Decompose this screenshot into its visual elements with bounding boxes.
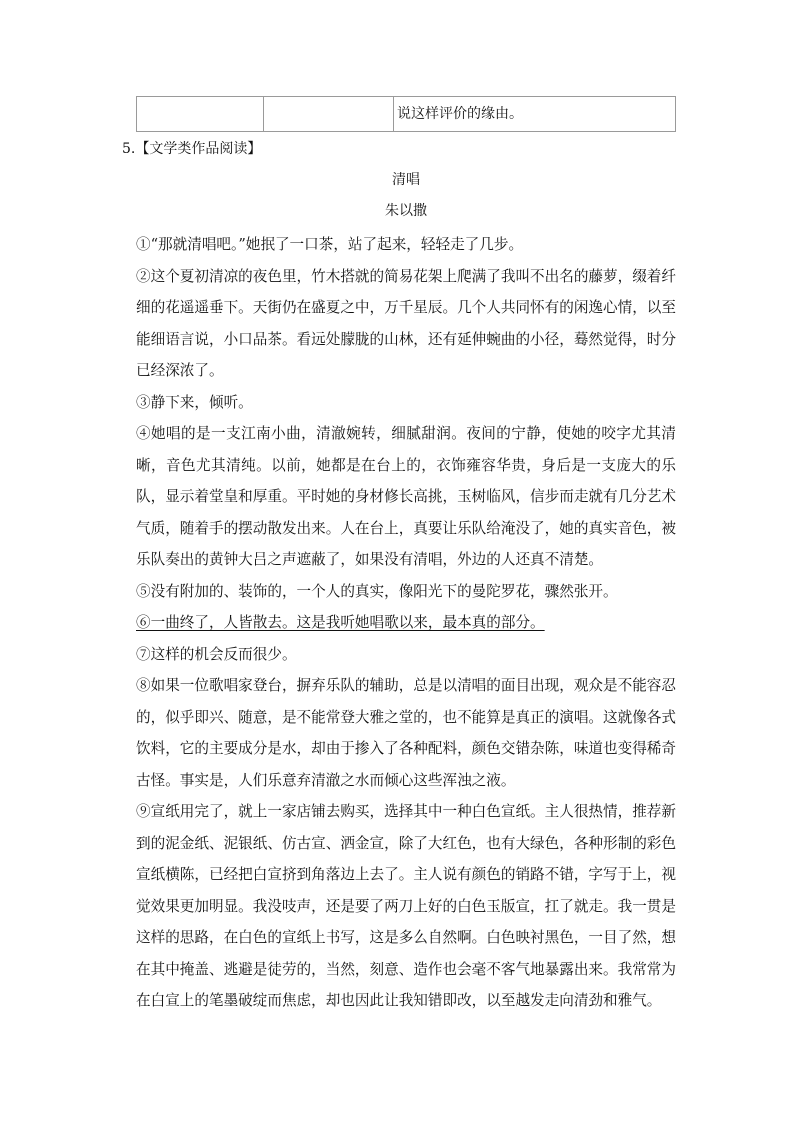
paragraph-8: ⑧如果一位歌唱家登台，摒弃乐队的辅助，总是以清唱的面目出现，观众是不能容忍的，似乎即兴、随意，是不能常登大雅之堂的，也不能算是真正的演唱。这就像各式饮料，它的主要成分是水，却由于掺入了各种配料，颜色交错杂陈，味道也变得稀奇古怪。事实是，人们乐意弃清澈之水而倾心这些浑浊之液。: [136, 677, 676, 789]
paragraph-4: ④她唱的是一支江南小曲，清澈婉转，细腻甜润。夜间的宁静，使她的咬字尤其清晰，音色尤其清纯。以前，她都是在台上的，衣饰雍容华贵，身后是一支庞大的乐队，显示着堂皇和厚重。平时她的身材修长高挑，玉树临风，信步而走就有几分艺术气质，随着手的摆动散发出来。人在台上，真要让乐队给淹没了，她的真实音色，被乐队奏出的黄钟大吕之声遮蔽了，如果没有清唱，外边的人还真不清楚。: [136, 425, 676, 568]
table-row: [137, 97, 676, 132]
paragraph-5: ⑤没有附加的、装饰的，一个人的真实，像阳光下的曼陀罗花，骤然张开。: [136, 582, 618, 600]
answer-table-fragment: [136, 96, 676, 132]
paragraph-6-underlined: ⑥一曲终了，人皆散去。这是我听她唱歌以来，最本真的部分。: [136, 614, 545, 631]
paragraph-3: ③静下来，倾听。: [136, 393, 253, 411]
table-cell-3: 说这样评价的缘由。: [394, 97, 676, 132]
table-cell-1: [137, 97, 264, 132]
passage-author: 朱以撒: [385, 203, 427, 219]
passage-title: 清唱: [392, 172, 420, 188]
question-header: 5.【文学类作品阅读】: [122, 141, 262, 157]
paragraph-7: ⑦这样的机会反而很少。: [136, 645, 297, 663]
paragraph-9: ⑨宣纸用完了，就上一家店铺去购买，选择其中一种白色宣纸。主人很热情，推荐新到的泥金纸、泥银纸、仿古宣、洒金宣，除了大红色，也有大绿色，各种形制的彩色宣纸横陈，已经把白宣挤到角落边上去了。主人说有颜色的销路不错，字写于上，视觉效果更加明显。我没吱声，还是要了两刀上好的白色玉版宣，扛了就走。我一贯是这样的思路，在白色的宣纸上书写，这是多么自然啊。白色映衬黑色，一目了然，想在其中掩盖、逃避是徒劳的，当然，刻意、造作也会毫不客气地暴露出来。我常常为在白宣上的笔墨破绽而焦虑，却也因此让我知错即改，以至越发走向清劲和雅气。: [136, 803, 676, 1009]
table-cell-2: [264, 97, 394, 132]
passage-body: [136, 229, 676, 1017]
paragraph-1: ①“那就清唱吧。”她抿了一口茶，站了起来，轻轻走了几步。: [136, 236, 524, 253]
paragraph-2: ②这个夏初清凉的夜色里，竹木搭就的简易花架上爬满了我叫不出名的藤萝，缀着纤细的花遥遥垂下。天街仍在盛夏之中，万千星辰。几个人共同怀有的闲逸心情，以至能细语言说，小口品茶。看远处朦胧的山林，还有延伸蜿曲的小径，蓦然觉得，时分已经深浓了。: [136, 267, 676, 379]
